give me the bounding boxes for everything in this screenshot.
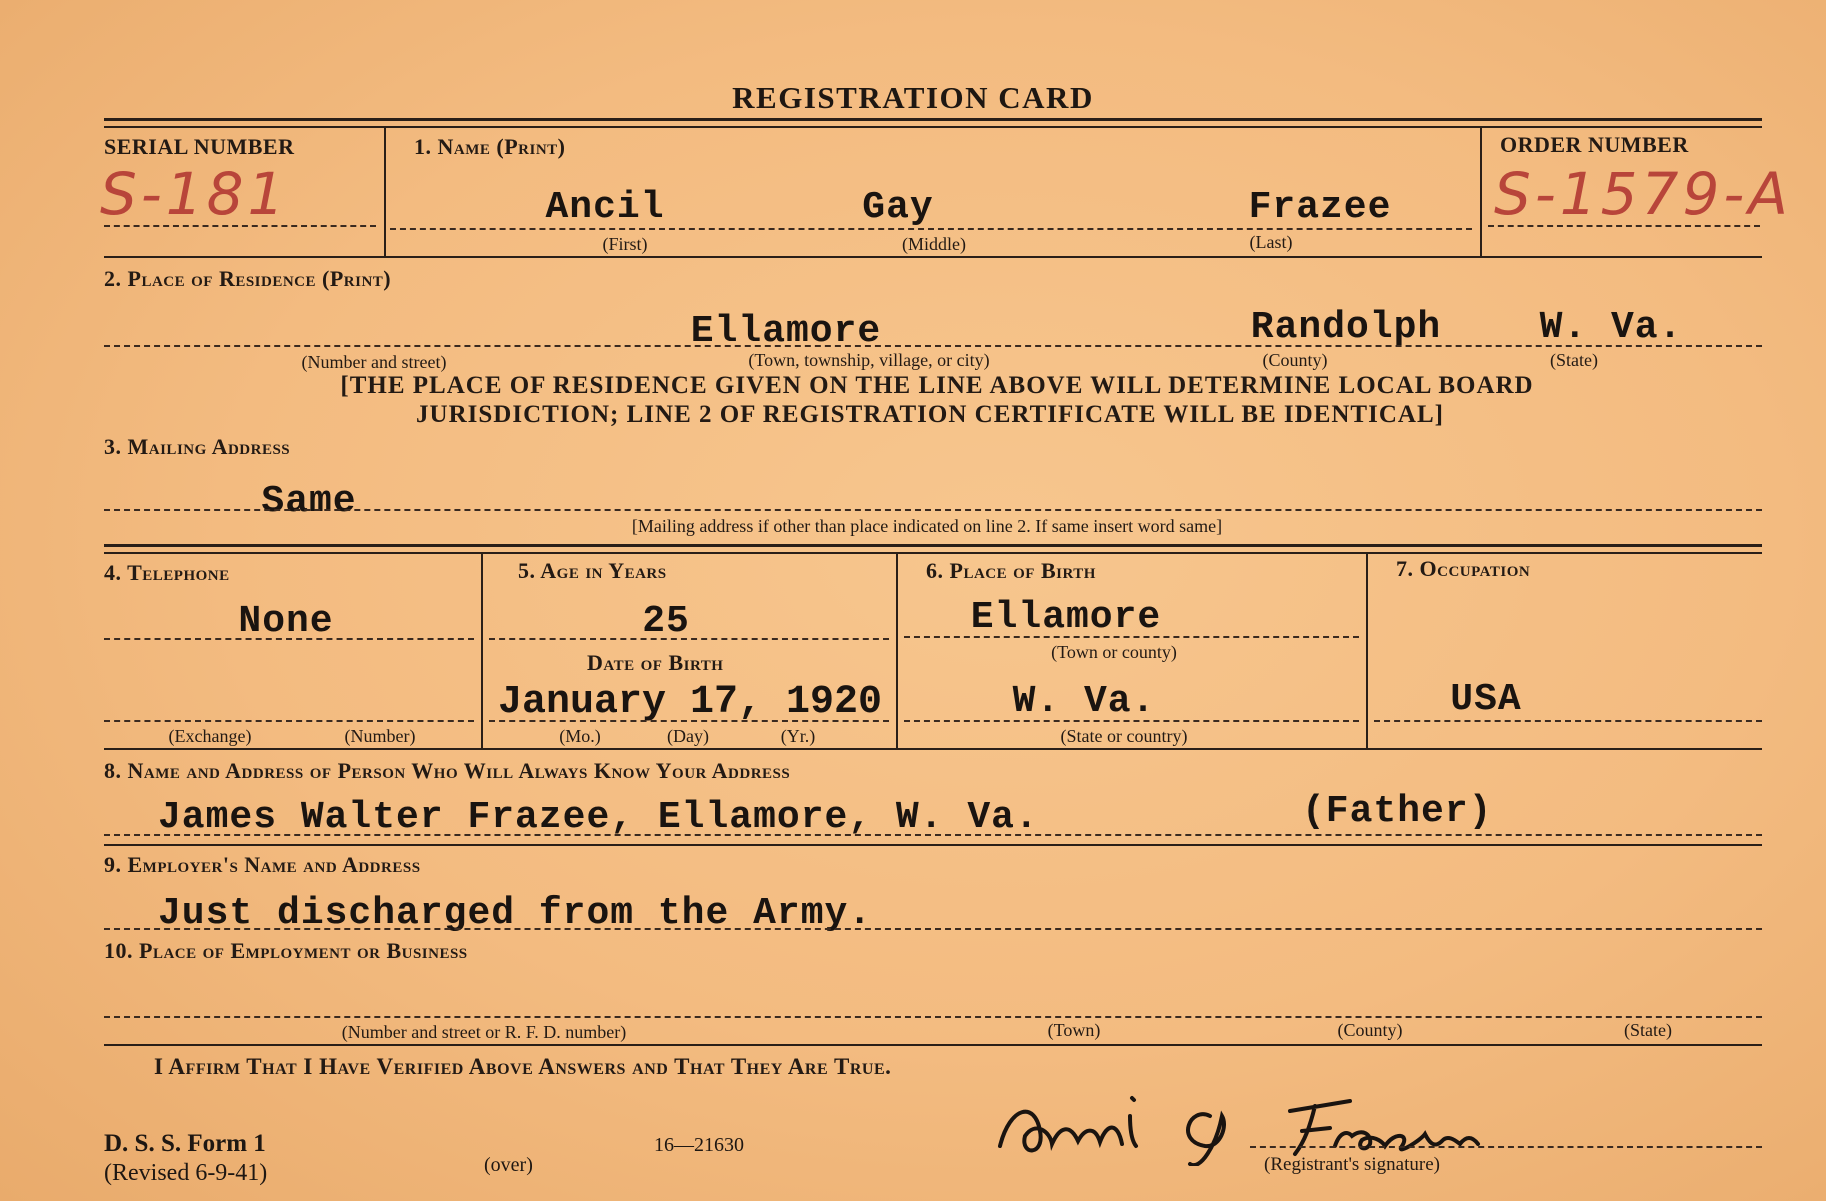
- name-line: [390, 228, 1472, 230]
- telephone-line2: [104, 720, 474, 722]
- occupation-label: 7. Occupation: [1396, 556, 1531, 581]
- mailing-caption: [Mailing address if other than place indicated on line 2. If same insert word same]: [631, 516, 1223, 536]
- telephone-label: 4. Telephone: [104, 560, 230, 585]
- serial-value: S-181: [100, 160, 289, 228]
- yr-caption: (Yr.): [780, 726, 816, 746]
- mo-caption: (Mo.): [559, 726, 601, 746]
- employment-place-label: 10. Place of Employment or Business: [104, 938, 468, 963]
- residence-state: W. Va.: [1539, 306, 1683, 349]
- name-label: 1. Name (Print): [414, 134, 566, 159]
- employer-line: [104, 928, 1762, 930]
- employment-county-caption: (County): [1337, 1020, 1403, 1040]
- dob-line: [489, 720, 889, 722]
- mid-rule-inner: [104, 552, 1762, 554]
- day-caption: (Day): [667, 726, 709, 746]
- order-value: S-1579-A: [1494, 160, 1792, 228]
- top-rule-inner: [104, 126, 1762, 128]
- order-divider: [1480, 128, 1482, 256]
- contact-relation: (Father): [1302, 790, 1493, 833]
- top-rule: [104, 118, 1762, 121]
- residence-label: 2. Place of Residence (Print): [104, 266, 392, 291]
- telephone-line: [104, 638, 474, 640]
- street-caption: (Number and street): [301, 352, 447, 372]
- occupation-line: [1374, 720, 1762, 722]
- employer-value: Just discharged from the Army.: [158, 892, 873, 935]
- occupation-value: USA: [1450, 678, 1522, 721]
- age-value: 25: [642, 600, 690, 643]
- birthplace-state-caption: (State or country): [1060, 726, 1188, 746]
- number-caption: (Number): [344, 726, 416, 746]
- affirmation: I Affirm That I Have Verified Above Answers and That They Are True.: [154, 1054, 892, 1079]
- form-revised: (Revised 6-9-41): [104, 1160, 268, 1186]
- jurisdiction-notice-line2: JURISDICTION; LINE 2 OF REGISTRATION CERTIFICATE WILL BE IDENTICAL]: [416, 401, 1444, 428]
- first-name: Ancil: [545, 186, 665, 229]
- first-caption: (First): [602, 234, 648, 254]
- residence-county: Randolph: [1250, 306, 1442, 349]
- dob-label: Date of Birth: [587, 650, 724, 675]
- middle-name: Gay: [862, 186, 934, 229]
- signature-caption: (Registrant's signature): [1264, 1154, 1440, 1175]
- tel-divider: [481, 554, 483, 748]
- over-note: (over): [484, 1154, 533, 1176]
- dob-value: January 17, 1920: [497, 680, 883, 725]
- mailing-line: [104, 509, 1762, 511]
- mailing-value: Same: [261, 480, 357, 523]
- county-caption: (County): [1262, 350, 1328, 370]
- birth-divider: [1366, 554, 1368, 748]
- contact-label: 8. Name and Address of Person Who Will Always Know Your Address: [104, 758, 791, 783]
- age-label: 5. Age in Years: [518, 558, 667, 583]
- town-caption: (Town, township, village, or city): [748, 350, 990, 370]
- birthplace-state: W. Va.: [1012, 680, 1156, 723]
- employment-place-line: [104, 1016, 1762, 1018]
- employment-state-caption: (State): [1624, 1020, 1672, 1040]
- mid-rule: [104, 544, 1762, 547]
- serial-label: SERIAL NUMBER: [104, 134, 295, 159]
- serial-divider: [384, 128, 386, 256]
- birthplace-label: 6. Place of Birth: [926, 558, 1096, 583]
- serial-line: [104, 225, 376, 227]
- order-label: ORDER NUMBER: [1500, 132, 1689, 157]
- card-title: REGISTRATION CARD: [732, 80, 1094, 115]
- employer-label: 9. Employer's Name and Address: [104, 852, 421, 877]
- signature-line: [1250, 1146, 1762, 1148]
- last-name: Frazee: [1248, 186, 1392, 229]
- residence-town: Ellamore: [690, 310, 882, 353]
- age-divider: [896, 554, 898, 748]
- contact-value: James Walter Frazee, Ellamore, W. Va.: [158, 796, 1039, 839]
- birthplace-town-caption: (Town or county): [1051, 642, 1177, 662]
- form-name: D. S. S. Form 1: [104, 1130, 266, 1157]
- state-caption: (State): [1550, 350, 1598, 370]
- row1-rule: [104, 256, 1762, 258]
- row10-rule: [104, 1044, 1762, 1046]
- age-line: [489, 638, 889, 640]
- print-code: 16—21630: [654, 1134, 744, 1156]
- residence-line: [104, 345, 1762, 347]
- jurisdiction-notice-line1: [THE PLACE OF RESIDENCE GIVEN ON THE LINE ABOVE WILL DETERMINE LOCAL BOARD: [340, 372, 1534, 399]
- mailing-label: 3. Mailing Address: [104, 434, 291, 459]
- telephone-value: None: [238, 600, 334, 643]
- contact-line: [104, 834, 1762, 836]
- birthplace-state-line: [904, 720, 1359, 722]
- employment-street-caption: (Number and street or R. F. D. number): [341, 1022, 627, 1042]
- row8-rule: [104, 844, 1762, 846]
- middle-caption: (Middle): [902, 234, 966, 254]
- last-caption: (Last): [1249, 232, 1293, 252]
- exchange-caption: (Exchange): [168, 726, 252, 746]
- employment-town-caption: (Town): [1047, 1020, 1101, 1040]
- birthplace-line: [904, 636, 1359, 638]
- order-line: [1488, 225, 1760, 227]
- row4-rule: [104, 748, 1762, 750]
- birthplace-town: Ellamore: [970, 596, 1162, 639]
